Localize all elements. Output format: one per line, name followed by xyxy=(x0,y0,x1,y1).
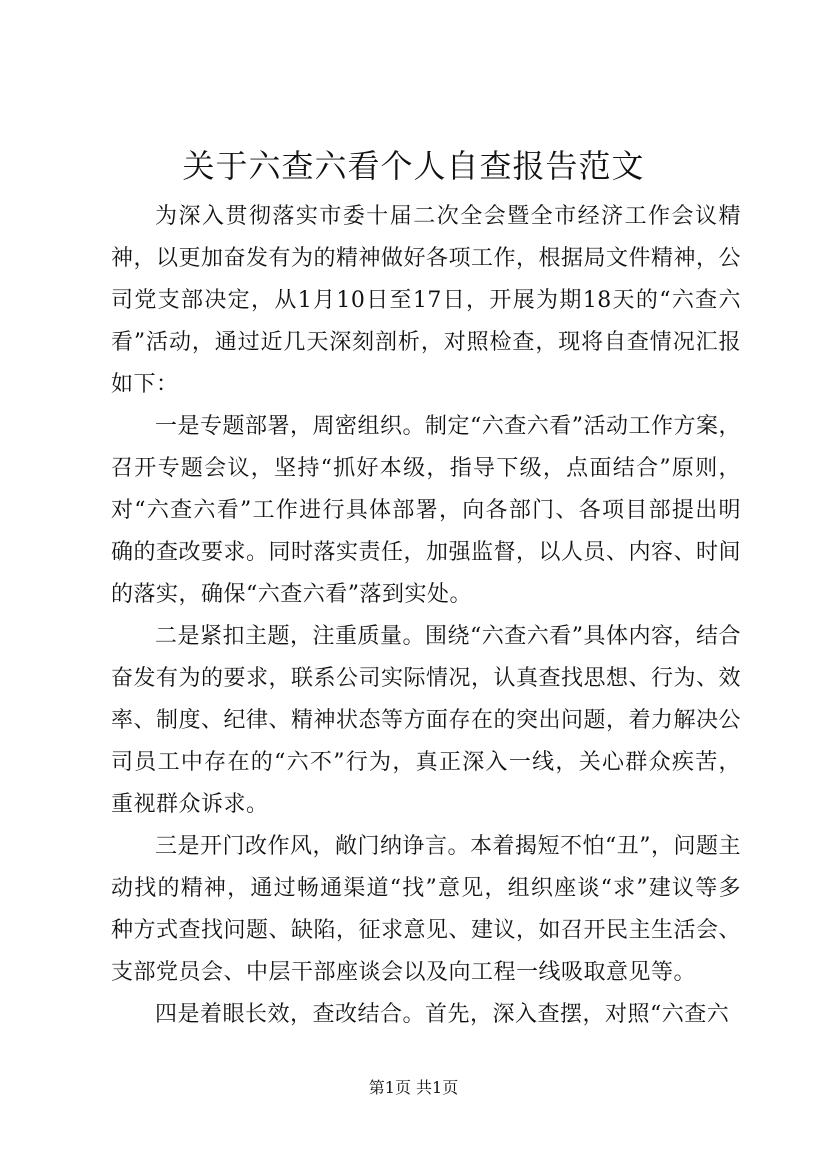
paragraph-point-4: 四是着眼长效，查改结合。首先，深入查摆，对照“六查六 xyxy=(155,1002,730,1027)
paragraph-point-1: 一是专题部署，周密组织。制定“六查六看”活动工作方案，召开专题会议，坚持“抓好本级，指导下级，点面结合”原则，对“六查六看”工作进行具体部署，向各部门、各项目部提出明确的查改要求。同时落实责任，加强监督，以人员、内容、时间的落实，确保“六查六看”落到实处。 xyxy=(111,414,742,607)
paragraph-point-3: 三是开门改作风，敞门纳诤言。本着揭短不怕“丑”，问题主动找的精神，通过畅通渠道“找”意见，组织座谈“求”建议等多种方式查找问题、缺陷，征求意见、建议，如召开民主生活会、支部党员会、中层干部座谈会以及向工程一线吸取意见等。 xyxy=(111,834,742,985)
document-title: 关于六查六看个人自查报告范文 xyxy=(182,147,645,185)
paragraph-intro: 为深入贯彻落实市委十届二次全会暨全市经济工作会议精神，以更加奋发有为的精神做好各项工作，根据局文件精神，公司党支部决定，从1月10日至17日，开展为期18天的“六查六看”活动，通过近几天深刻剖析，对照检查，现将自查情况汇报如下： xyxy=(111,204,742,397)
paragraph-point-2: 二是紧扣主题，注重质量。围绕“六查六看”具体内容，结合奋发有为的要求，联系公司实际情况，认真查找思想、行为、效率、制度、纪律、精神状态等方面存在的突出问题，着力解决公司员工中存在的“六不”行为，真正深入一线，关心群众疾苦，重视群众诉求。 xyxy=(111,624,742,817)
page-footer: 第1页 共1页 xyxy=(368,1078,459,1097)
document-body xyxy=(111,196,741,1036)
